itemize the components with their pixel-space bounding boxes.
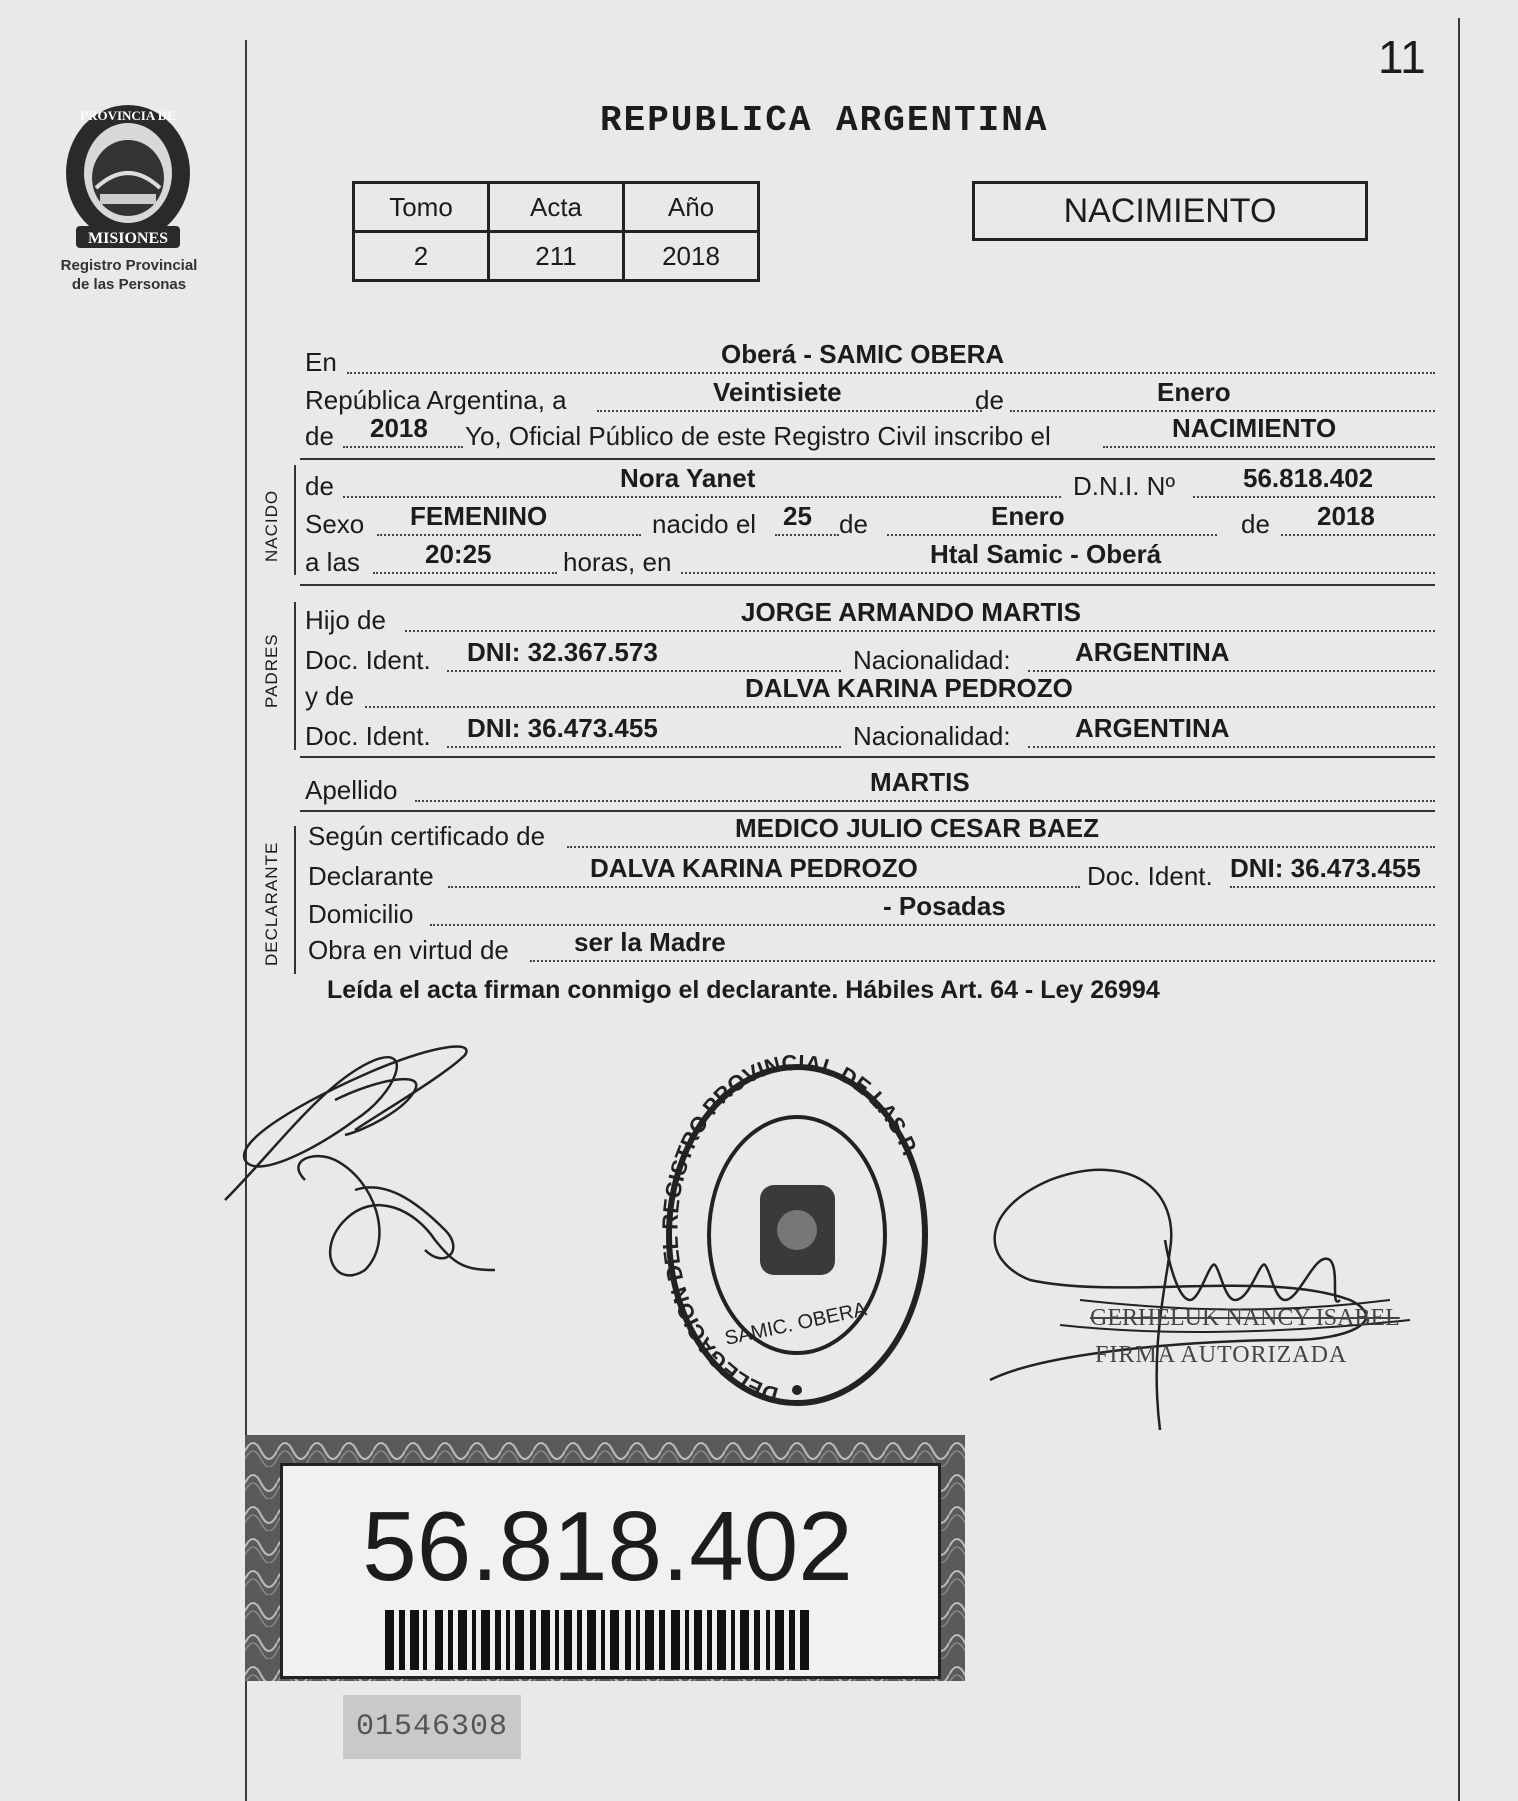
dotted-line xyxy=(597,410,982,412)
dotted-line xyxy=(343,496,1061,498)
logo-caption-line1: Registro Provincial xyxy=(60,257,198,274)
en-label: En xyxy=(305,347,337,377)
lugar-value: Htal Samic - Oberá xyxy=(930,539,1162,569)
dni-sticker-number: 56.818.402 xyxy=(362,1491,853,1601)
madre-doc-label: Doc. Ident. xyxy=(305,721,431,751)
dotted-line xyxy=(530,960,1435,962)
padre-doc-value: DNI: 32.367.573 xyxy=(467,637,658,667)
acta-value: 211 xyxy=(489,232,624,281)
hora-value: 20:25 xyxy=(425,539,492,569)
en-value: Oberá - SAMIC OBERA xyxy=(721,339,1005,369)
dotted-line xyxy=(1028,746,1435,748)
stamp-inner-text: SAMIC. OBERA xyxy=(722,1298,869,1350)
madre-value: DALVA KARINA PEDROZO xyxy=(745,673,1073,703)
dotted-line xyxy=(1230,886,1435,888)
dotted-line xyxy=(447,746,841,748)
nac-anio-value: 2018 xyxy=(1317,501,1375,531)
line-domicilio xyxy=(305,891,1435,932)
dotted-line xyxy=(1193,496,1435,498)
document-title: REPUBLICA ARGENTINA xyxy=(600,100,1049,141)
official-registry-stamp xyxy=(655,1055,940,1420)
declarante-doc-label: Doc. Ident. xyxy=(1087,861,1213,891)
line-obra-en-virtud xyxy=(305,927,1435,968)
stamp-ring-text: DELEGACION DEL REGISTRO PROVINCIAL DE LAS P. xyxy=(657,1055,923,1408)
dotted-line xyxy=(447,670,841,672)
line-sexo-fecha xyxy=(305,501,1435,542)
section-divider xyxy=(300,458,1435,460)
signatory-title: FIRMA AUTORIZADA xyxy=(1095,1342,1348,1368)
authorized-signature xyxy=(970,1150,1430,1450)
declarante-value: DALVA KARINA PEDROZO xyxy=(590,853,918,883)
logo-caption-line2: de las Personas xyxy=(71,276,187,293)
madre-nacionalidad-value: ARGENTINA xyxy=(1075,713,1230,743)
madre-nacionalidad-label: Nacionalidad: xyxy=(853,721,1011,751)
sexo-label: Sexo xyxy=(305,509,365,539)
sexo-value: FEMENINO xyxy=(410,501,548,531)
acta-header: Acta xyxy=(489,183,624,232)
nacido-el-label: nacido el xyxy=(652,509,757,539)
line-madre-doc xyxy=(305,713,1435,754)
right-margin-line xyxy=(1458,18,1460,1801)
y-de-label: y de xyxy=(305,681,355,711)
dotted-line xyxy=(567,846,1435,848)
barcode xyxy=(385,1610,815,1670)
declarante-side-label: DECLARANTE xyxy=(262,841,281,966)
section-divider xyxy=(300,810,1435,812)
seal-text-bottom: MISIONES xyxy=(87,230,169,247)
line-certificado xyxy=(305,813,1435,854)
dotted-line xyxy=(681,572,1435,574)
line-en xyxy=(305,339,1435,380)
de5-label: de xyxy=(1241,509,1270,539)
padre-nacionalidad-value: ARGENTINA xyxy=(1075,637,1230,667)
anio-header: Año xyxy=(624,183,759,232)
line-anio-inscribo xyxy=(305,413,1435,454)
dotted-line xyxy=(1028,670,1435,672)
dotted-line xyxy=(775,534,839,536)
logo-caption xyxy=(30,256,228,294)
de2-label: de xyxy=(305,421,334,451)
dni-value: 56.818.402 xyxy=(1243,463,1374,493)
registry-table xyxy=(352,181,760,282)
dotted-line xyxy=(448,886,1080,888)
declarante-signature xyxy=(215,1040,515,1280)
inscribo-value: NACIMIENTO xyxy=(1172,413,1337,443)
nombre-value: Nora Yanet xyxy=(620,463,756,493)
dotted-line xyxy=(415,800,1435,802)
anio-inscripcion-value: 2018 xyxy=(370,413,428,443)
record-type-box: NACIMIENTO xyxy=(972,181,1368,241)
mes-value: Enero xyxy=(1157,377,1231,407)
legal-footer-text: Leída el acta firman conmigo el declarante. Hábiles Art. 64 - Ley 26994 xyxy=(327,976,1160,1004)
dotted-line xyxy=(887,534,1217,536)
certificado-label: Según certificado de xyxy=(308,821,546,851)
dotted-line xyxy=(405,630,1435,632)
dotted-line xyxy=(373,572,557,574)
dotted-line xyxy=(1010,410,1435,412)
dia-value: Veintisiete xyxy=(713,377,842,407)
dotted-line xyxy=(347,372,1435,374)
line-hora-lugar xyxy=(305,539,1435,580)
apellido-label: Apellido xyxy=(305,775,398,805)
line-declarante xyxy=(305,853,1435,894)
hijo-de-label: Hijo de xyxy=(305,605,386,635)
tomo-value: 2 xyxy=(354,232,489,281)
line-madre xyxy=(305,673,1435,714)
serial-number: 01546308 xyxy=(343,1695,521,1759)
declarante-bracket xyxy=(294,826,296,974)
dotted-line xyxy=(1103,446,1435,448)
nacido-side-label: NACIDO xyxy=(262,489,281,562)
line-apellido xyxy=(305,767,1435,808)
dotted-line xyxy=(377,534,641,536)
yo-label: Yo, Oficial Público de este Registro Civil inscribo el xyxy=(465,421,1051,451)
declarante-label: Declarante xyxy=(308,861,434,891)
madre-doc-value: DNI: 36.473.455 xyxy=(467,713,658,743)
padres-bracket xyxy=(294,602,296,750)
line-padre xyxy=(305,597,1435,638)
certificado-value: MEDICO JULIO CESAR BAEZ xyxy=(735,813,1100,843)
tomo-header: Tomo xyxy=(354,183,489,232)
nacido-bracket xyxy=(294,465,296,575)
padres-side-label: PADRES xyxy=(262,633,281,708)
republica-label: República Argentina, a xyxy=(305,385,567,415)
section-divider xyxy=(300,756,1435,758)
nac-dia-value: 25 xyxy=(783,501,812,531)
dotted-line xyxy=(1281,534,1435,536)
de3-label: de xyxy=(305,471,334,501)
obra-label: Obra en virtud de xyxy=(308,935,509,965)
signatory-name: GERHELUK NANCY ISABEL xyxy=(1090,1305,1400,1331)
de-label: de xyxy=(975,385,1004,415)
section-divider xyxy=(300,584,1435,586)
line-nombre xyxy=(305,463,1435,504)
horas-en-label: horas, en xyxy=(563,547,672,577)
page-number: 11 xyxy=(1378,31,1426,83)
anio-value: 2018 xyxy=(624,232,759,281)
padre-doc-label: Doc. Ident. xyxy=(305,645,431,675)
dotted-line xyxy=(365,706,1435,708)
seal-text-top: PROVINCIA DE xyxy=(80,108,176,123)
misiones-seal-logo xyxy=(48,98,208,268)
declarante-doc-value: DNI: 36.473.455 xyxy=(1230,853,1421,883)
padre-nacionalidad-label: Nacionalidad: xyxy=(853,645,1011,675)
apellido-value: MARTIS xyxy=(870,767,970,797)
nac-mes-value: Enero xyxy=(991,501,1065,531)
alas-label: a las xyxy=(305,547,360,577)
dotted-line xyxy=(343,446,463,448)
obra-value: ser la Madre xyxy=(574,927,726,957)
dotted-line xyxy=(430,924,1435,926)
padre-value: JORGE ARMANDO MARTIS xyxy=(741,597,1081,627)
domicilio-label: Domicilio xyxy=(308,899,414,929)
de4-label: de xyxy=(839,509,868,539)
domicilio-value: - Posadas xyxy=(883,891,1006,921)
dni-label: D.N.I. Nº xyxy=(1073,471,1175,501)
